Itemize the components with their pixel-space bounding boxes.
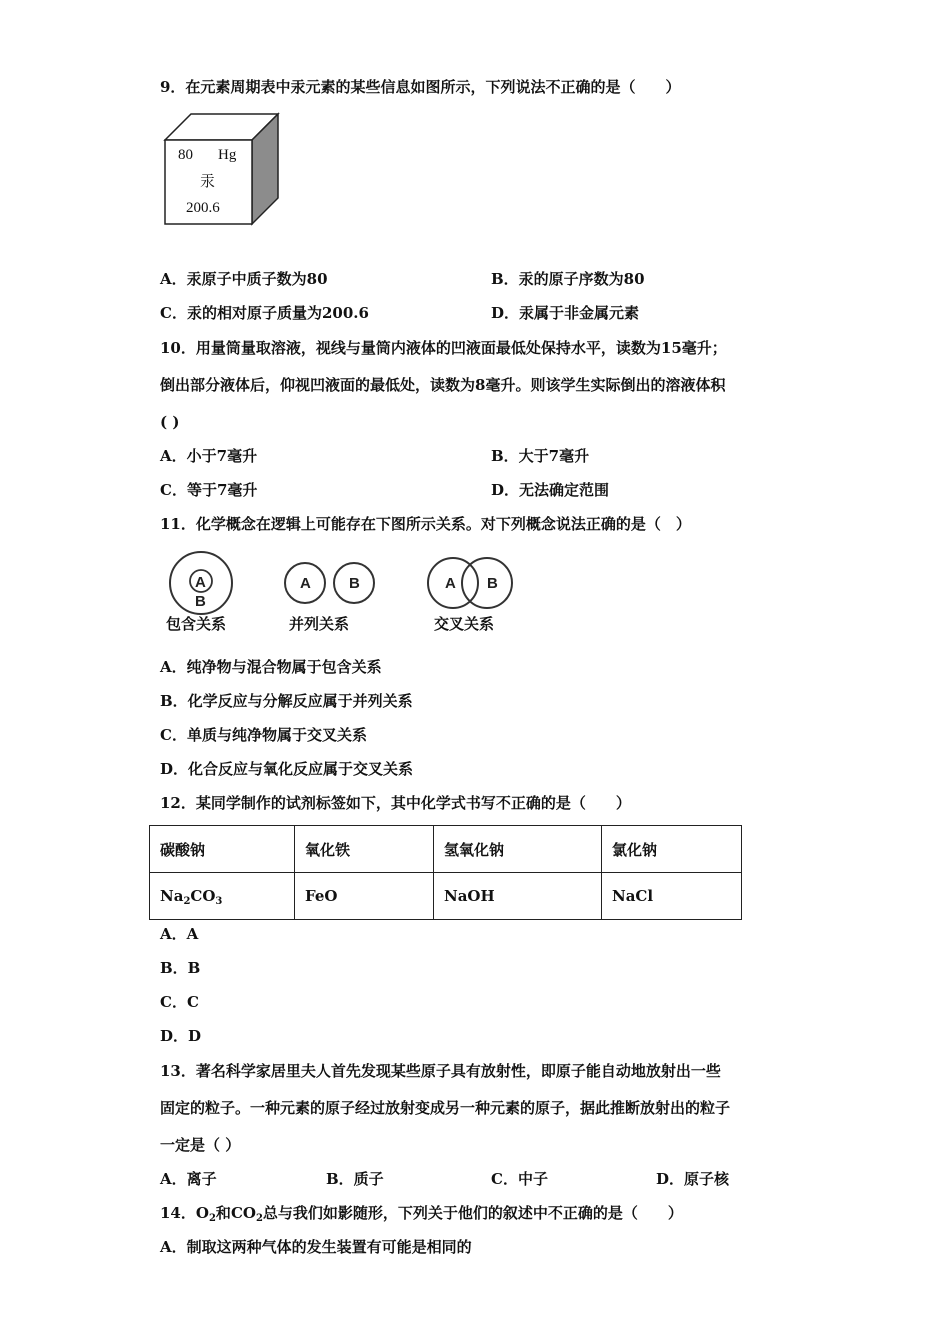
venn-parallel-a: A <box>300 575 311 592</box>
table-cell: NaCl <box>602 873 742 920</box>
q13-option-a: A．离子 <box>160 1170 217 1188</box>
q12-stem: 12．某同学制作的试剂标签如下，其中化学式书写不正确的是（ ） <box>160 794 631 812</box>
q10-option-b: B．大于7毫升 <box>491 447 590 465</box>
q10-option-c: C．等于7毫升 <box>160 481 258 499</box>
q9-option-c: C．汞的相对原子质量为200.6 <box>160 304 369 322</box>
element-card <box>165 140 249 222</box>
q13-stem-line2: 固定的粒子。一种元素的原子经过放射变成另一种元素的原子，据此推断放射出的粒子 <box>160 1099 731 1117</box>
venn-cross-b: B <box>487 575 498 592</box>
parallel-diagram <box>285 563 374 603</box>
reagent-label-table <box>149 825 742 920</box>
q11-option-a: A．纯净物与混合物属于包含关系 <box>160 658 382 676</box>
table-cell: 氧化铁 <box>295 826 434 873</box>
table-cell: FeO <box>295 873 434 920</box>
q14-stem: 14．$O_2$和$CO_2$总与我们如影随形，下列关于他们的叙述中不正确的是（ ） <box>160 1204 683 1224</box>
q12-option-c: C．C <box>160 993 199 1011</box>
table-row <box>150 826 742 873</box>
q13-stem-line1: 13．著名科学家居里夫人首先发现某些原子具有放射性，即原子能自动地放射出一些 <box>160 1062 721 1080</box>
intersection-diagram <box>428 558 512 608</box>
venn-cross-a: A <box>445 575 456 592</box>
element-name: 汞 <box>200 174 216 190</box>
q10-stem-line1: 10．用量筒量取溶液，视线与量筒内液体的凹液面最低处保持水平，读数为15毫升； <box>160 339 727 357</box>
q9-option-b: B．汞的原子序数为80 <box>491 270 645 288</box>
q11-option-c: C．单质与纯净物属于交叉关系 <box>160 726 367 744</box>
q11-stem: 11．化学概念在逻辑上可能存在下图所示关系。对下列概念说法正确的是（ ） <box>160 515 691 533</box>
caption-intersection: 交叉关系 <box>434 615 495 633</box>
q9-option-d: D．汞属于非金属元素 <box>491 304 640 322</box>
atomic-mass: 200.6 <box>186 200 220 216</box>
table-cell: NaOH <box>434 873 602 920</box>
atomic-number: 80 <box>178 147 193 163</box>
caption-containment: 包含关系 <box>166 615 227 633</box>
q13-option-d: D．原子核 <box>656 1170 730 1188</box>
q13-option-b: B．质子 <box>326 1170 384 1188</box>
table-row <box>150 873 742 920</box>
table-cell-formula: $Na_2CO_3$ <box>150 873 295 920</box>
q12-option-d: D．D <box>160 1027 202 1045</box>
q11-option-d: D．化合反应与氧化反应属于交叉关系 <box>160 760 414 778</box>
venn-contain-a: A <box>195 574 206 591</box>
venn-parallel-b: B <box>349 575 360 592</box>
element-symbol: Hg <box>218 147 237 163</box>
table-cell: 碳酸钠 <box>150 826 295 873</box>
q10-stem-line3: ( ) <box>160 413 180 431</box>
q10-option-a: A．小于7毫升 <box>160 447 258 465</box>
q14-option-a: A．制取这两种气体的发生装置有可能是相同的 <box>160 1238 472 1256</box>
q13-stem-line3: 一定是（ ） <box>160 1136 241 1154</box>
q10-option-d: D．无法确定范围 <box>491 481 610 499</box>
venn-contain-b: B <box>195 593 206 610</box>
q10-stem-line2: 倒出部分液体后，仰视凹液面的最低处，读数为8毫升。则该学生实际倒出的溶液体积 <box>160 376 726 394</box>
q13-option-c: C．中子 <box>491 1170 548 1188</box>
table-cell: 氢氧化钠 <box>434 826 602 873</box>
caption-parallel: 并列关系 <box>289 615 350 633</box>
q11-option-b: B．化学反应与分解反应属于并列关系 <box>160 692 413 710</box>
q9-stem: 9．在元素周期表中汞元素的某些信息如图所示，下列说法不正确的是（ ） <box>160 78 681 96</box>
q9-option-a: A．汞原子中质子数为80 <box>160 270 328 288</box>
q12-option-a: A．A <box>160 925 199 943</box>
containment-diagram <box>170 552 232 614</box>
q12-option-b: B．B <box>160 959 201 977</box>
table-cell: 氯化钠 <box>602 826 742 873</box>
